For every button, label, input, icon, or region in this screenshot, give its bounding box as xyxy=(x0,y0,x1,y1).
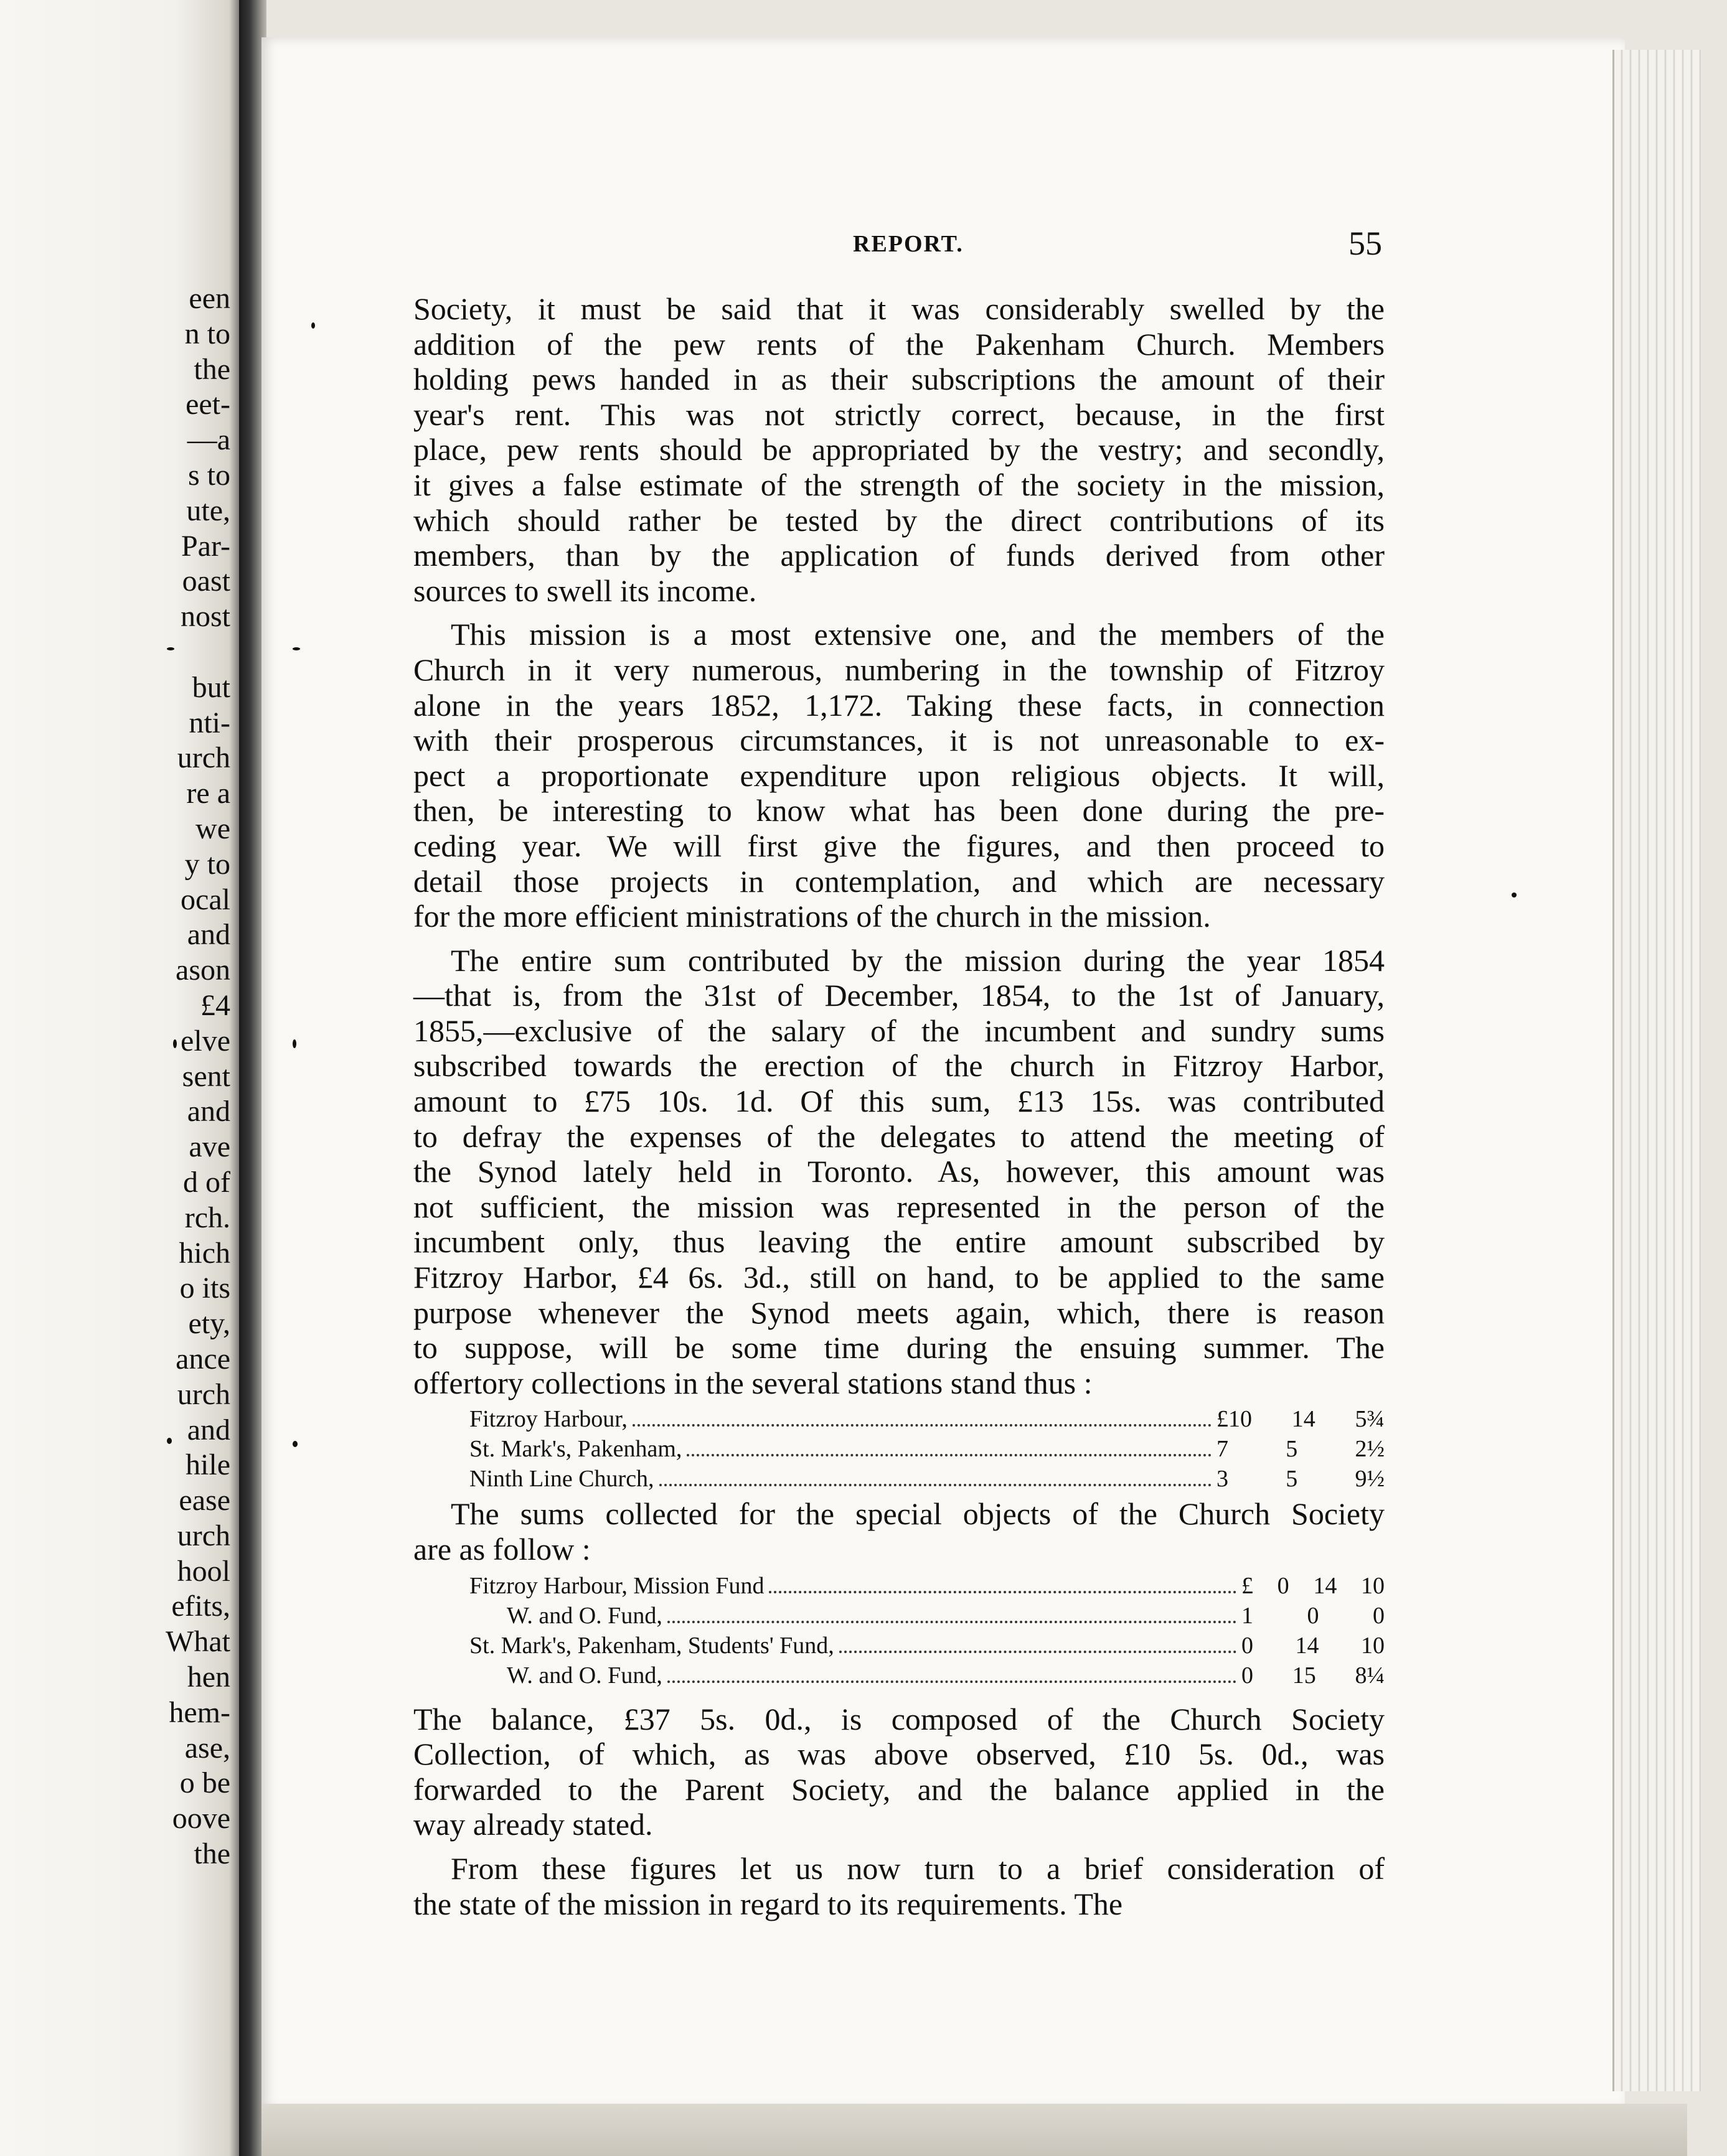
dot-leader xyxy=(687,1454,1212,1456)
paragraph-2 xyxy=(413,617,1385,934)
left-page-fragment: eet- xyxy=(186,388,230,421)
left-page-fragment: ance xyxy=(176,1342,230,1376)
body-paragraphs xyxy=(413,291,1385,1400)
left-page-fragment: nti- xyxy=(189,706,230,739)
left-page-fragment: ason xyxy=(176,954,230,987)
dot-leader xyxy=(667,1621,1236,1623)
running-head: REPORT. xyxy=(853,231,964,257)
paragraph-1 xyxy=(413,291,1385,608)
left-page-fragment: and xyxy=(187,1095,230,1128)
ledger-label: W. and O. Fund, xyxy=(507,1602,662,1629)
left-page-fragment: ave xyxy=(189,1130,230,1164)
ledger-row xyxy=(413,1404,1385,1434)
left-page-fragment: re a xyxy=(186,777,230,810)
left-page-fragment: y to xyxy=(184,847,230,881)
text-line: Fitzroy Harbor, £4 6s. 3d., still on hand, to be applied to the same xyxy=(413,1260,1385,1295)
dot-leader xyxy=(839,1651,1236,1653)
scan-speck xyxy=(1512,893,1517,898)
text-line: incumbent only, thus leaving the entire amount subscribed by xyxy=(413,1224,1385,1260)
ledger-amount: 1 0 0 xyxy=(1241,1602,1385,1629)
special-objects-intro xyxy=(413,1496,1385,1567)
ledger-row xyxy=(413,1571,1385,1601)
text-line: offertory collections in the several stations stand thus : xyxy=(413,1365,1093,1400)
ledger-row xyxy=(413,1601,1385,1631)
text-line: From these figures let us now turn to a brief consideration of xyxy=(451,1850,1385,1886)
ledger-label: Ninth Line Church, xyxy=(469,1466,654,1493)
text-line: with their prosperous circumstances, it is not unreasonable to ex- xyxy=(413,723,1385,758)
text-line: to defray the expenses of the delegates to attend the meeting of xyxy=(413,1118,1385,1154)
text-line: to suppose, will be some time during the ensuing summer. The xyxy=(413,1330,1385,1366)
text-line: place, pew rents should be appropriated by the vestry; and secondly, xyxy=(413,432,1385,467)
left-page-fragment: nost xyxy=(180,600,230,634)
left-page-fragment: hile xyxy=(186,1448,230,1482)
left-page-fragment: o be xyxy=(179,1766,230,1800)
text-line: the Synod lately held in Toronto. As, however, this amount was xyxy=(413,1154,1385,1189)
text-line: subscribed towards the erection of the church in Fitzroy Harbor, xyxy=(413,1048,1385,1084)
text-line: sources to swell its income. xyxy=(413,573,757,608)
text-line: for the more efficient ministrations of the church in the mission. xyxy=(413,899,1211,934)
offertory-table xyxy=(413,1404,1385,1494)
text-line: not sufficient, the mission was represented in the person of the xyxy=(413,1189,1385,1224)
page-edges xyxy=(1612,50,1701,2091)
left-page-fragment: o its xyxy=(179,1272,230,1305)
text-line: are as follow : xyxy=(413,1532,591,1567)
dot-leader xyxy=(667,1680,1236,1683)
left-page-fragment: we xyxy=(195,812,230,845)
scan-speck xyxy=(167,647,174,650)
ledger-row xyxy=(413,1464,1385,1494)
left-page-fragment: ocal xyxy=(181,883,230,916)
left-page-fragment: hen xyxy=(187,1661,230,1694)
left-page-fragment: hem- xyxy=(169,1695,230,1729)
ledger-amount: 3 5 9½ xyxy=(1216,1466,1385,1493)
dot-leader xyxy=(633,1424,1212,1427)
ledger-amount: £ 0 14 10 xyxy=(1241,1572,1385,1599)
text-line: addition of the pew rents of the Pakenham Church. Members xyxy=(413,326,1385,362)
text-line: forwarded to the Parent Society, and the balance applied in the xyxy=(413,1771,1385,1807)
scan-speck xyxy=(311,322,315,329)
left-page-fragment: elve xyxy=(181,1024,230,1057)
paragraph-3 xyxy=(413,943,1385,1401)
left-page-fragment: What xyxy=(166,1625,230,1659)
left-page-fragment: sent xyxy=(182,1059,230,1093)
text-line: Church in it very numerous, numbering in the township of Fitzroy xyxy=(413,652,1385,687)
ledger-label: Fitzroy Harbour, Mission Fund xyxy=(469,1572,765,1599)
left-page-fragment: s to xyxy=(187,458,230,492)
text-line: the state of the mission in regard to its requirements. The xyxy=(413,1886,1123,1921)
scan-speck xyxy=(293,647,300,650)
text-line: alone in the years 1852, 1,172. Taking these facts, in connection xyxy=(413,687,1385,723)
closing-paragraph-2 xyxy=(413,1851,1385,1921)
left-page-fragment xyxy=(0,635,230,670)
text-line: way already stated. xyxy=(413,1807,653,1842)
ledger-row xyxy=(413,1434,1385,1464)
bottom-page-edge xyxy=(261,2104,1687,2156)
left-page-fragment: hool xyxy=(177,1554,230,1588)
text-line: amount to £75 10s. 1d. Of this sum, £13 15s. was contributed xyxy=(413,1084,1385,1119)
closing-paragraph-1 xyxy=(413,1702,1385,1842)
left-page-fragment: —a xyxy=(187,423,230,457)
left-page-fragment: d of xyxy=(183,1165,230,1199)
text-line: The balance, £37 5s. 0d., is composed of the Church Society xyxy=(413,1701,1385,1737)
left-page xyxy=(0,0,249,2156)
text-line: 1855,—exclusive of the salary of the incumbent and sundry sums xyxy=(413,1013,1385,1048)
ledger-amount: 7 5 2½ xyxy=(1216,1436,1385,1463)
ledger-amount: £10 14 5¾ xyxy=(1216,1406,1385,1433)
dot-leader xyxy=(659,1484,1212,1486)
text-line: The entire sum contributed by the mission during the year 1854 xyxy=(451,942,1385,978)
left-page-fragment: urch xyxy=(177,1519,230,1552)
left-page-fragment: een xyxy=(189,282,230,315)
left-page-fragment: n to xyxy=(184,317,230,350)
ledger-amount: 0 14 10 xyxy=(1241,1632,1385,1659)
ledger-amount: 0 15 8¼ xyxy=(1241,1662,1385,1689)
page-number: 55 xyxy=(1348,225,1382,262)
left-page-fragment: efits, xyxy=(171,1590,230,1623)
ledger-label: St. Mark's, Pakenham, xyxy=(469,1436,682,1463)
left-page-fragment: ety, xyxy=(188,1307,230,1341)
left-page-fragment: but xyxy=(192,670,230,704)
text-line: ceding year. We will first give the figures, and then proceed to xyxy=(413,828,1385,863)
text-line: detail those projects in contemplation, and which are necessary xyxy=(413,863,1385,899)
left-page-fragment: rch. xyxy=(184,1201,230,1234)
ledger-label: Fitzroy Harbour, xyxy=(469,1406,628,1433)
text-line: This mission is a most extensive one, and the members of the xyxy=(451,617,1385,652)
dot-leader xyxy=(769,1591,1236,1593)
scan-speck xyxy=(167,1438,172,1444)
text-line: Collection, of which, as was above observed, £10 5s. 0d., was xyxy=(413,1737,1385,1772)
left-page-fragment: hich xyxy=(179,1236,230,1270)
left-page-fragment: ease xyxy=(179,1484,230,1517)
text-line: purpose whenever the Synod meets again, which, there is reason xyxy=(413,1295,1385,1330)
ledger-label: W. and O. Fund, xyxy=(507,1662,662,1689)
text-line: it gives a false estimate of the strength of the society in the mission, xyxy=(413,467,1385,502)
text-line: which should rather be tested by the direct contributions of its xyxy=(413,502,1385,538)
left-page-fragment: ute, xyxy=(186,494,230,527)
text-line: holding pews handed in as their subscriptions the amount of their xyxy=(413,362,1385,397)
page-body xyxy=(413,291,1385,1930)
text-line: pect a proportionate expenditure upon religious objects. It will, xyxy=(413,757,1385,793)
ledger-row xyxy=(413,1631,1385,1661)
left-page-fragment: and xyxy=(187,1413,230,1446)
left-page-fragment: the xyxy=(194,352,230,386)
scan-speck xyxy=(293,1039,296,1048)
left-page-fragment: urch xyxy=(177,1377,230,1411)
text-line: —that is, from the 31st of December, 1854, to the 1st of January, xyxy=(413,978,1385,1013)
text-line: then, be interesting to know what has been done during the pre- xyxy=(413,793,1385,828)
scan-speck xyxy=(173,1039,177,1048)
text-line: Society, it must be said that it was considerably swelled by the xyxy=(413,291,1385,326)
left-page-fragment: and xyxy=(187,918,230,952)
text-line: year's rent. This was not strictly correct, because, in the first xyxy=(413,396,1385,432)
left-page-text-fragments xyxy=(0,281,230,1872)
left-page-fragment: £4 xyxy=(200,988,230,1022)
left-page-fragment: the xyxy=(194,1837,230,1871)
special-objects-table xyxy=(413,1571,1385,1690)
left-page-fragment: oast xyxy=(182,565,230,598)
left-page-fragment: ase, xyxy=(184,1731,230,1765)
ledger-label: St. Mark's, Pakenham, Students' Fund, xyxy=(469,1632,834,1659)
text-line: The sums collected for the special objects of the Church Society xyxy=(451,1496,1385,1532)
scan-speck xyxy=(293,1441,298,1447)
text-line: members, than by the application of funds derived from other xyxy=(413,538,1385,573)
closing-paragraphs xyxy=(413,1693,1385,1931)
ledger-row xyxy=(413,1661,1385,1690)
left-page-fragment: urch xyxy=(177,741,230,775)
left-page-fragment: Par- xyxy=(181,529,230,563)
left-page-fragment: oove xyxy=(172,1802,230,1835)
